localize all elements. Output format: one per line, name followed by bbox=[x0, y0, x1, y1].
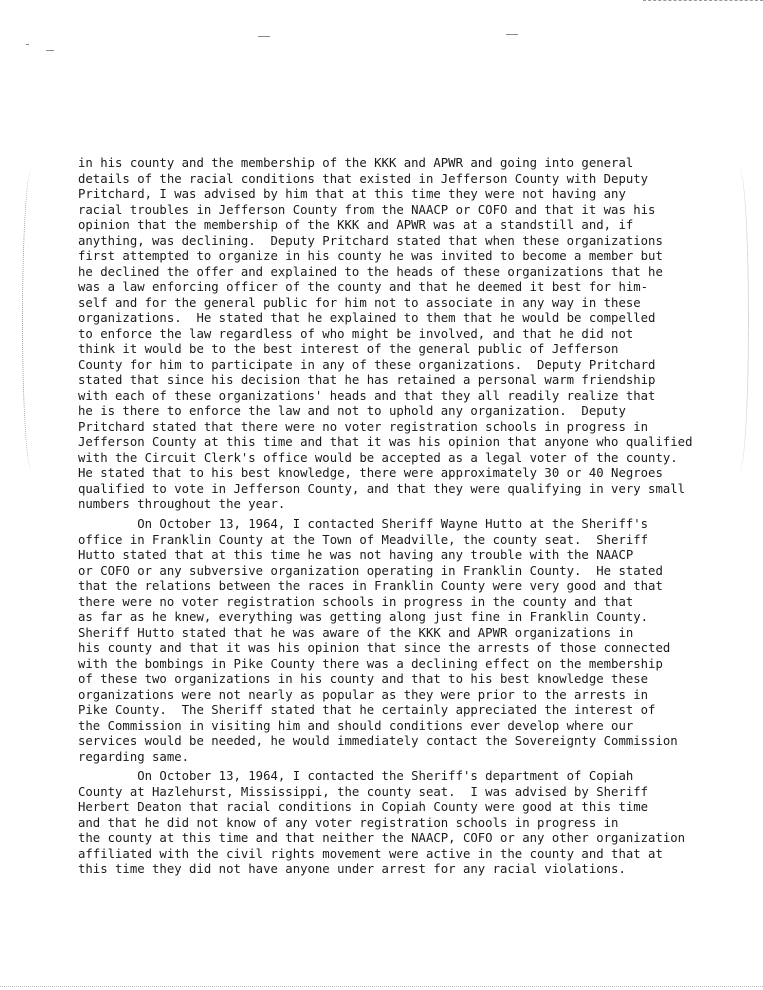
text-line: Jefferson County at this time and that it was his opinion that anyone who qualified bbox=[78, 435, 693, 449]
text-line: in his county and the membership of the KKK and APWR and going into general bbox=[78, 156, 634, 170]
text-line: County for him to participate in any of these organizations. Deputy Pritchard bbox=[78, 357, 656, 372]
paragraph-copiah-county bbox=[78, 769, 685, 878]
text-line: that the relations between the races in Franklin County were very good and that bbox=[78, 579, 663, 593]
text-line: organizations. He stated that he explained to them that he would be compelled bbox=[78, 311, 656, 325]
text-line: of these two organizations in his county and that to his best knowledge these bbox=[78, 672, 649, 686]
text-line: this time they did not have anyone under arrest for any racial violations. bbox=[78, 862, 626, 876]
scan-speck bbox=[46, 50, 54, 51]
scan-edge-top bbox=[643, 0, 763, 1]
text-line: Herbert Deaton that racial conditions in Copiah County were good at this time bbox=[78, 800, 649, 814]
text-line: opinion that the membership of the KKK and APWR was at a standstill and, if bbox=[78, 218, 634, 232]
text-line: with each of these organizations' heads and that they all readily realize that bbox=[78, 388, 656, 403]
text-line: self and for the general public for him not to associate in any way in these bbox=[78, 295, 641, 310]
text-line: details of the racial conditions that existed in Jefferson County with Deputy bbox=[78, 171, 649, 186]
text-line: affiliated with the civil rights movement were active in the county and that at bbox=[78, 846, 663, 861]
text-line: his county and that it was his opinion that since the arrests of those connected bbox=[78, 641, 671, 655]
scan-edge-right bbox=[730, 170, 749, 470]
text-line: as far as he knew, everything was getting along just fine in Franklin County. bbox=[78, 610, 649, 624]
text-line: stated that since his decision that he has retained a personal warm friendship bbox=[78, 373, 656, 387]
text-line: numbers throughout the year. bbox=[78, 497, 286, 511]
text-line: services would be needed, he would immediately contact the Sovereignty Commission bbox=[78, 734, 678, 748]
text-line: On October 13, 1964, I contacted Sheriff Wayne Hutto at the Sheriff's bbox=[78, 517, 649, 531]
text-line: Pritchard, I was advised by him that at this time they were not having any bbox=[78, 187, 626, 201]
text-line: think it would be to the best interest of the general public of Jefferson bbox=[78, 342, 619, 356]
text-line: to enforce the law regardless of who might be involved, and that he did not bbox=[78, 326, 634, 341]
text-line: was a law enforcing officer of the county and that he deemed it best for him- bbox=[78, 280, 649, 294]
text-line: or COFO or any subversive organization operating in Franklin County. He stated bbox=[78, 563, 663, 578]
scan-edge-left bbox=[22, 170, 41, 470]
text-line: anything, was declining. Deputy Pritchard stated that when these organizations bbox=[78, 233, 663, 248]
text-line: Sheriff Hutto stated that he was aware of the KKK and APWR organizations in bbox=[78, 625, 634, 640]
text-line: with the bombings in Pike County there was a declining effect on the membership bbox=[78, 656, 663, 671]
text-line: qualified to vote in Jefferson County, and that they were qualifying in very small bbox=[78, 481, 686, 496]
paragraph-franklin-county bbox=[78, 517, 678, 765]
paragraph-jefferson-county bbox=[78, 156, 692, 513]
scan-speck bbox=[26, 44, 29, 45]
text-line: he is there to enforce the law and not to uphold any organization. Deputy bbox=[78, 404, 626, 418]
text-line: there were no voter registration schools in progress in the county and that bbox=[78, 594, 634, 609]
text-line: office in Franklin County at the Town of Meadville, the county seat. Sheriff bbox=[78, 532, 649, 547]
scan-speck bbox=[506, 34, 518, 35]
text-line: He stated that to his best knowledge, there were approximately 30 or 40 Negroes bbox=[78, 466, 663, 480]
scan-speck bbox=[258, 36, 270, 37]
text-line: first attempted to organize in his county he was invited to become a member but bbox=[78, 249, 663, 263]
text-line: regarding same. bbox=[78, 749, 190, 764]
text-line: with the Circuit Clerk's office would be accepted as a legal voter of the county. bbox=[78, 450, 678, 465]
text-line: and that he did not know of any voter registration schools in progress in bbox=[78, 815, 619, 830]
text-line: County at Hazlehurst, Mississippi, the county seat. I was advised by Sheriff bbox=[78, 784, 649, 799]
text-line: Pritchard stated that there were no voter registration schools in progress in bbox=[78, 419, 649, 434]
text-line: Hutto stated that at this time he was not having any trouble with the NAACP bbox=[78, 548, 634, 562]
text-line: the county at this time and that neither the NAACP, COFO or any other organization bbox=[78, 831, 686, 845]
text-line: the Commission in visiting him and should conditions ever develop where our bbox=[78, 718, 634, 733]
scan-edge-bottom bbox=[0, 986, 763, 987]
text-line: racial troubles in Jefferson County from the NAACP or COFO and that it was his bbox=[78, 202, 656, 217]
text-line: he declined the offer and explained to the heads of these organizations that he bbox=[78, 264, 663, 279]
text-line: On October 13, 1964, I contacted the Sheriff's department of Copiah bbox=[78, 769, 634, 783]
text-line: Pike County. The Sheriff stated that he certainly appreciated the interest of bbox=[78, 703, 656, 717]
text-line: organizations were not nearly as popular as they were prior to the arrests in bbox=[78, 687, 649, 702]
